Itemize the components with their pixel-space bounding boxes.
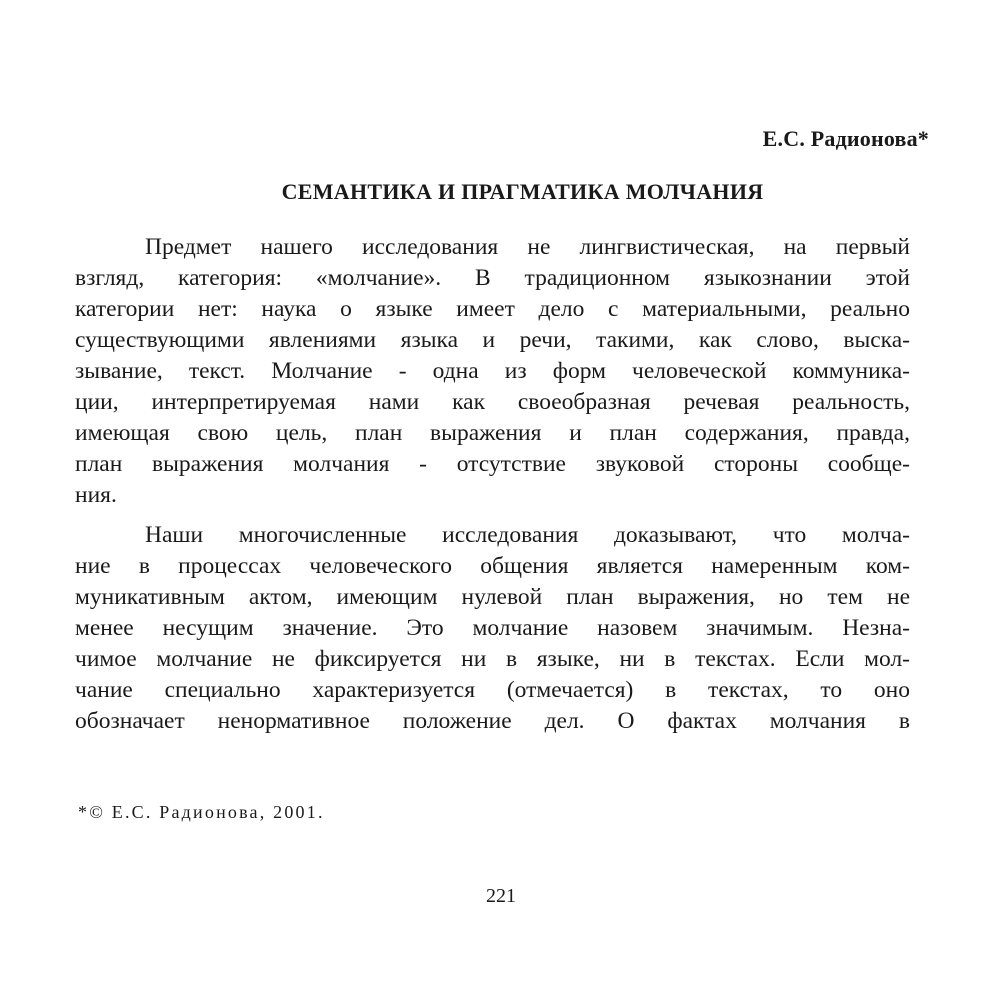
author-name: Е.С. Радионова* (762, 126, 929, 151)
paragraph (75, 232, 910, 511)
article-body (75, 232, 910, 737)
text-line: имеющая свою цель, план выражения и план содержания, правда, (75, 420, 910, 446)
paragraph (75, 520, 910, 737)
text-line: Предмет нашего исследования не лингвистическая, на первый (145, 234, 910, 260)
text-line: муникативным актом, имеющим нулевой план выражения, но тем не (75, 584, 910, 610)
text-line: ния. (75, 482, 117, 508)
text-line: существующими явлениями языка и речи, такими, как слово, выска- (75, 327, 910, 353)
text-line: категории нет: наука о языке имеет дело с материальными, реально (75, 296, 910, 322)
text-line: зывание, текст. Молчание - одна из форм человеческой коммуника- (75, 358, 910, 384)
text-line: ции, интерпретируемая нами как своеобразная речевая реальность, (75, 389, 910, 415)
copyright-footnote: *© Е.С. Радионова, 2001. (78, 802, 325, 822)
text-line: обозначает ненормативное положение дел. О фактах молчания в (75, 708, 910, 734)
text-line: чимое молчание не фиксируется ни в языке, ни в текстах. Если мол- (75, 646, 910, 672)
text-line: взгляд, категория: «молчание». В традиционном языкознании этой (75, 265, 910, 291)
text-line: Наши многочисленные исследования доказывают, что молча- (145, 522, 910, 548)
text-line: менее несущим значение. Это молчание назовем значимым. Незна- (75, 615, 910, 641)
page-number: 221 (486, 885, 516, 907)
text-line: ние в процессах человеческого общения является намеренным ком- (75, 553, 910, 579)
text-line: чание специально характеризуется (отмечается) в текстах, то оно (75, 677, 910, 703)
text-line: план выражения молчания - отсутствие звуковой стороны сообще- (75, 451, 910, 477)
article-title: СЕМАНТИКА И ПРАГМАТИКА МОЛЧАНИЯ (281, 179, 764, 204)
paragraph-gap (75, 511, 910, 520)
